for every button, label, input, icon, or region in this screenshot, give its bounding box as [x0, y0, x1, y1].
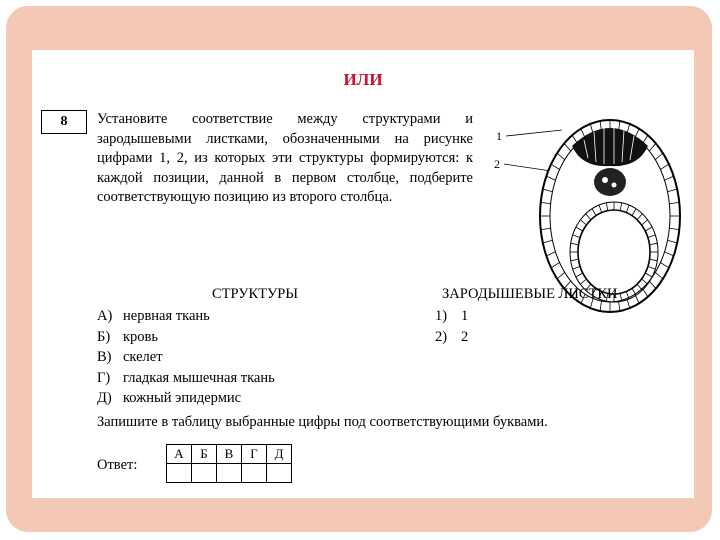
or-heading: ИЛИ	[343, 70, 383, 89]
answer-value-row	[167, 464, 292, 483]
answer-table	[166, 444, 292, 483]
answer-cell[interactable]	[267, 464, 292, 483]
germ-layer-item: 1) 1	[435, 308, 469, 324]
answer-cell[interactable]	[167, 464, 192, 483]
worksheet	[32, 50, 694, 498]
answer-header-row	[167, 445, 292, 464]
answer-col-header: А	[167, 445, 192, 464]
notochord	[594, 168, 626, 196]
germ-layers-list	[435, 306, 468, 347]
structure-item: А) нервная ткань	[97, 308, 210, 324]
slide-frame	[6, 6, 712, 532]
germ-layers-title: ЗАРОДЫШЕВЫЕ ЛИСТКИ	[442, 286, 618, 302]
task-number-box: 8	[41, 110, 87, 134]
instruction-text: Запишите в таблицу выбранные цифры под соответствующими буквами.	[97, 414, 548, 430]
figure-label-2: 2	[494, 157, 500, 171]
answer-col-header: Д	[267, 445, 292, 464]
answer-col-header: Г	[242, 445, 267, 464]
figure-label-1: 1	[496, 129, 502, 143]
structures-list	[97, 306, 275, 409]
answer-col-header: В	[217, 445, 242, 464]
pointer-line-1	[506, 130, 562, 136]
germ-layer-item: 2) 2	[435, 328, 469, 345]
answer-col-header: Б	[192, 445, 217, 464]
structures-title: СТРУКТУРЫ	[212, 286, 299, 302]
answer-cell[interactable]	[192, 464, 217, 483]
inner-cavity	[578, 210, 650, 294]
structure-item: Г) гладкая мышечная ткань	[97, 369, 275, 386]
answer-label: Ответ:	[97, 457, 138, 473]
structure-item: В) скелет	[97, 349, 163, 365]
task-text: Установите соответствие между структурами и зародышевыми листками, обозначенными на рисунке цифрами 1, 2, из которых эти структуры формируются: к каждой позиции, данной в первом столбце, подберите соответствующую позицию из второго столбца.	[97, 111, 473, 205]
structure-item: Д) кожный эпидермис	[97, 390, 242, 406]
answer-cell[interactable]	[242, 464, 267, 483]
answer-cell[interactable]	[217, 464, 242, 483]
structure-item: Б) кровь	[97, 328, 159, 345]
